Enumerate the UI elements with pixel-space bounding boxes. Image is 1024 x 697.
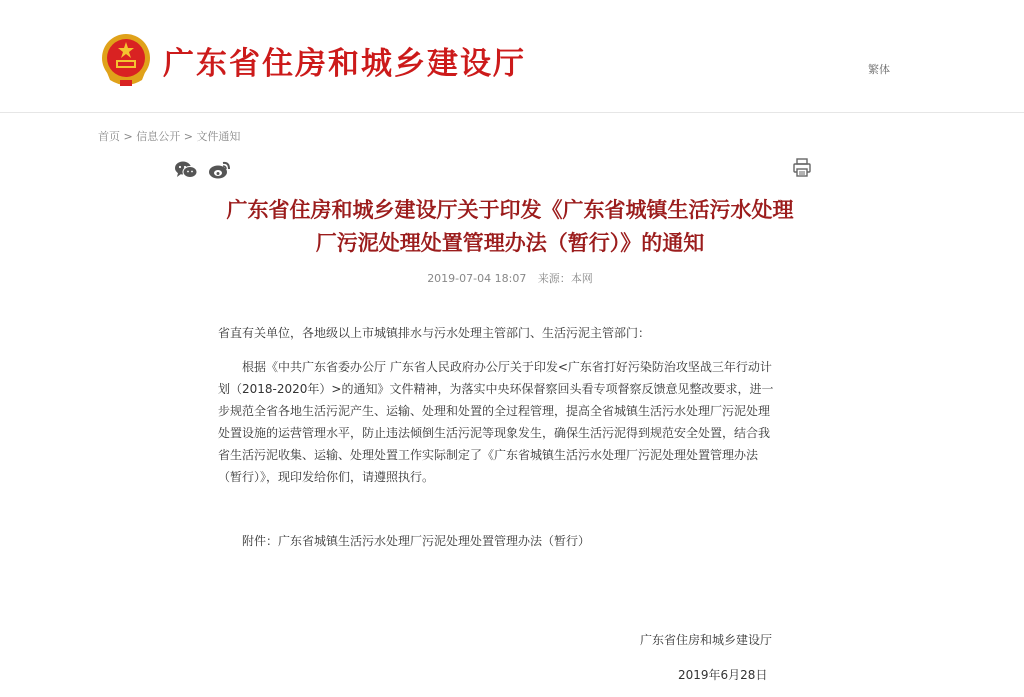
article-salutation: 省直有关单位，各地级以上市城镇排水与污水处理主管部门、生活污泥主管部门： — [218, 326, 651, 340]
print-icon[interactable] — [793, 158, 811, 182]
breadcrumb-info-public[interactable]: 信息公开 — [136, 130, 181, 143]
breadcrumb-home[interactable]: 首页 — [98, 130, 120, 143]
national-emblem-logo[interactable] — [100, 30, 152, 90]
breadcrumb-separator: > — [120, 130, 137, 143]
breadcrumb-file-notice[interactable]: 文件通知 — [196, 130, 241, 143]
article-title-line: 厂污泥处理处置管理办法（暂行）》的通知 — [315, 231, 705, 255]
site-title[interactable]: 广东省住房和城乡建设厅 — [163, 46, 526, 82]
site-header — [0, 0, 1024, 113]
article-body — [218, 322, 775, 488]
publish-datetime: 2019-07-04 18:07 — [427, 272, 527, 285]
weibo-icon[interactable] — [208, 160, 232, 180]
article-meta — [150, 270, 870, 286]
breadcrumb-separator: > — [180, 130, 197, 143]
attachment-link[interactable]: 附件：广东省城镇生活污水处理厂污泥处理处置管理办法（暂行） — [242, 534, 591, 548]
wechat-icon[interactable] — [174, 160, 198, 180]
breadcrumb — [98, 128, 240, 144]
share-bar — [174, 160, 232, 180]
sign-date: 2019年6月28日 — [678, 668, 768, 682]
signature: 广东省住房和城乡建设厅 — [640, 633, 773, 647]
article-title-line: 广东省住房和城乡建设厅关于印发《广东省城镇生活污水处理 — [226, 198, 794, 222]
article-paragraph: 根据《中共广东省委办公厅 广东省人民政府办公厅关于印发<广东省打好污染防治攻坚战三年行动计划（2018-2020年）>的通知》文件精神，为落实中央环保督察回头看专项督察反馈意见整改要求，进一步规范全省各地生活污泥产生、运输、处理和处置的全过程管理，提高全省城镇生活污水处理厂污泥处理处置设施的运营管理水平，防止违法倾倒生活污泥等现象发生，确保生活污泥得到规范安全处置，结合我省生活污泥收集、运输、处理处置工作实际制定了《广东省城镇生活污水处理厂污泥处理处置管理办法（暂行）》，现印发给你们，请遵照执行。 — [218, 360, 774, 484]
source-label: 来源：本网 — [537, 272, 593, 285]
article-title — [150, 194, 870, 260]
traditional-chinese-toggle[interactable]: 繁体 — [868, 63, 890, 76]
